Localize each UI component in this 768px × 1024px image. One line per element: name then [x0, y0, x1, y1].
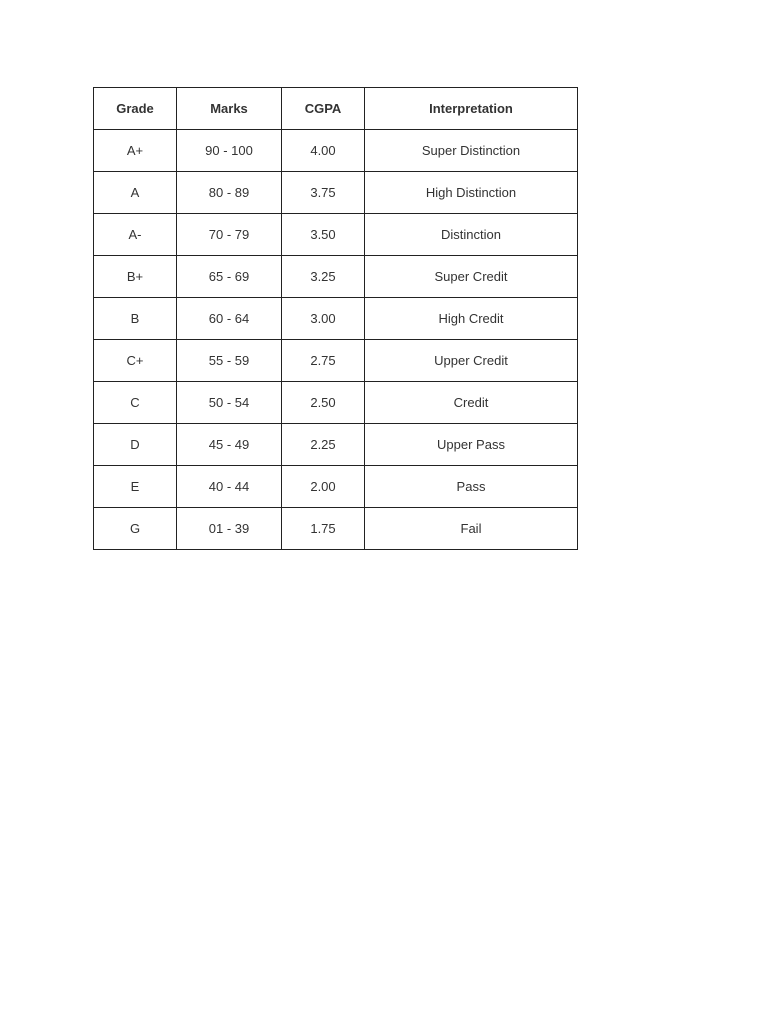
grade-table	[93, 87, 578, 550]
cell-cgpa: 2.25	[282, 424, 365, 466]
cell-grade: C+	[94, 340, 177, 382]
cell-grade: A	[94, 172, 177, 214]
table-row	[94, 382, 578, 424]
table-row	[94, 466, 578, 508]
cell-marks: 01 - 39	[177, 508, 282, 550]
cell-interpretation: Credit	[365, 382, 578, 424]
cell-cgpa: 1.75	[282, 508, 365, 550]
table-row	[94, 256, 578, 298]
cell-cgpa: 3.25	[282, 256, 365, 298]
table-row	[94, 298, 578, 340]
cell-interpretation: Fail	[365, 508, 578, 550]
cell-grade: G	[94, 508, 177, 550]
cell-grade: B+	[94, 256, 177, 298]
cell-grade: A+	[94, 130, 177, 172]
header-grade: Grade	[94, 88, 177, 130]
header-marks: Marks	[177, 88, 282, 130]
cell-marks: 55 - 59	[177, 340, 282, 382]
cell-grade: A-	[94, 214, 177, 256]
cell-marks: 70 - 79	[177, 214, 282, 256]
cell-cgpa: 2.75	[282, 340, 365, 382]
cell-grade: E	[94, 466, 177, 508]
cell-interpretation: Upper Credit	[365, 340, 578, 382]
cell-marks: 80 - 89	[177, 172, 282, 214]
table-row	[94, 172, 578, 214]
cell-grade: D	[94, 424, 177, 466]
cell-interpretation: Pass	[365, 466, 578, 508]
table-row	[94, 214, 578, 256]
cell-marks: 90 - 100	[177, 130, 282, 172]
cell-cgpa: 3.00	[282, 298, 365, 340]
table-header-row	[94, 88, 578, 130]
table-row	[94, 130, 578, 172]
cell-interpretation: High Distinction	[365, 172, 578, 214]
cell-interpretation: Upper Pass	[365, 424, 578, 466]
cell-cgpa: 3.50	[282, 214, 365, 256]
table-row	[94, 508, 578, 550]
table-row	[94, 340, 578, 382]
cell-interpretation: Super Distinction	[365, 130, 578, 172]
cell-marks: 40 - 44	[177, 466, 282, 508]
cell-interpretation: High Credit	[365, 298, 578, 340]
cell-cgpa: 2.50	[282, 382, 365, 424]
table-row	[94, 424, 578, 466]
cell-marks: 45 - 49	[177, 424, 282, 466]
cell-marks: 50 - 54	[177, 382, 282, 424]
cell-marks: 60 - 64	[177, 298, 282, 340]
header-cgpa: CGPA	[282, 88, 365, 130]
cell-cgpa: 3.75	[282, 172, 365, 214]
cell-grade: B	[94, 298, 177, 340]
cell-cgpa: 2.00	[282, 466, 365, 508]
cell-interpretation: Distinction	[365, 214, 578, 256]
cell-marks: 65 - 69	[177, 256, 282, 298]
cell-interpretation: Super Credit	[365, 256, 578, 298]
cell-grade: C	[94, 382, 177, 424]
header-interpretation: Interpretation	[365, 88, 578, 130]
cell-cgpa: 4.00	[282, 130, 365, 172]
